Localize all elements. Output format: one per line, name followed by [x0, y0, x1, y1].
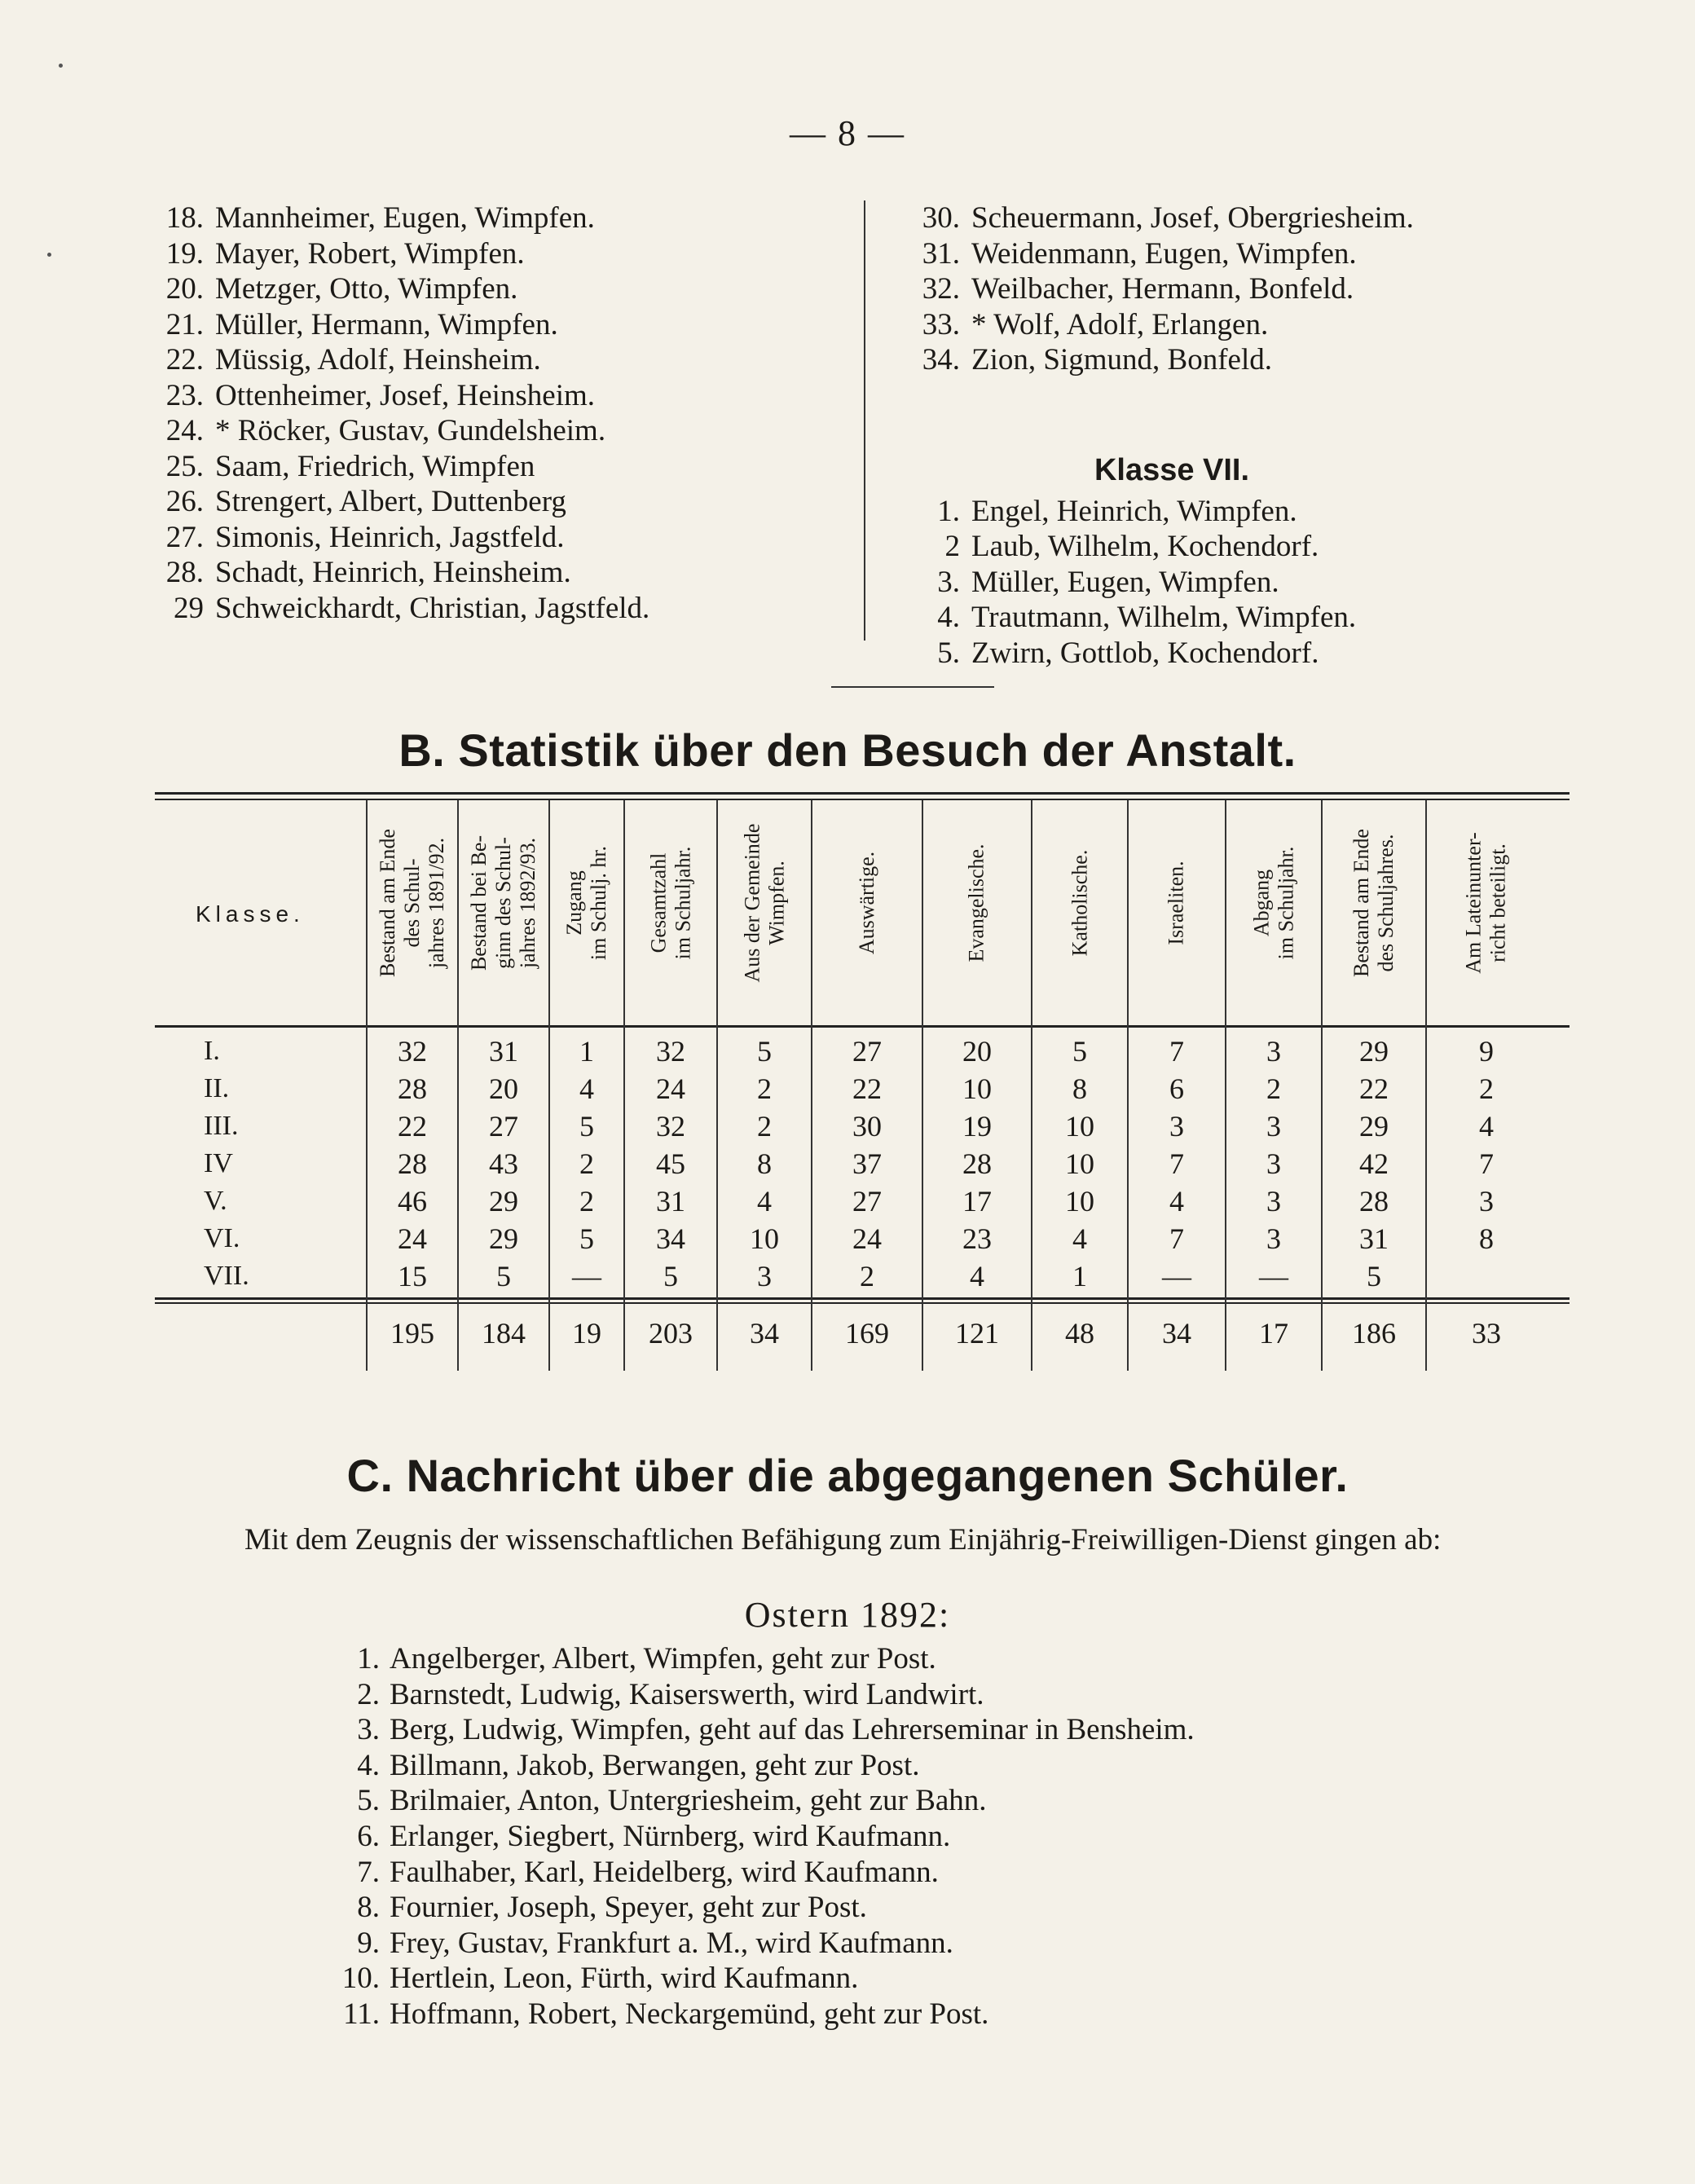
student-list-right [903, 200, 1414, 378]
list-item [310, 1997, 1195, 2032]
item-number: 28. [165, 556, 204, 589]
table-cell: 27 [852, 1185, 882, 1217]
item-number: 3. [357, 1713, 380, 1747]
item-number: 21. [165, 307, 204, 341]
table-cell: 3 [1266, 1147, 1281, 1180]
section-divider [831, 686, 994, 688]
student-list-left [147, 200, 649, 626]
table-cell: 5 [579, 1222, 594, 1255]
column-header-text: Aus der Gemeinde Wimpfen. [740, 823, 788, 983]
table-cell: 9 [1479, 1035, 1494, 1068]
column-header [624, 805, 717, 1001]
table-cell: 7 [1169, 1222, 1184, 1255]
table-cell: 5 [579, 1110, 594, 1143]
total-cell: 169 [845, 1317, 889, 1350]
list-item [310, 1641, 1195, 1677]
row-klasse: VI. [204, 1223, 240, 1253]
table-cell: 22 [1359, 1072, 1389, 1105]
list-item [310, 1783, 1195, 1819]
table-cell: 24 [656, 1072, 685, 1105]
item-number: 9. [357, 1926, 380, 1960]
table-cell: 30 [852, 1110, 882, 1143]
item-text: Ottenheimer, Josef, Heinsheim. [215, 378, 596, 412]
table-cell: 10 [750, 1222, 779, 1255]
item-text: Berg, Ludwig, Wimpfen, geht auf das Lehrerseminar in Bensheim. [390, 1713, 1195, 1747]
table-cell: 8 [1479, 1222, 1494, 1255]
item-text: Schadt, Heinrich, Heinsheim. [215, 556, 571, 589]
table-cell: 3 [1266, 1110, 1281, 1143]
table-cell: 27 [852, 1035, 882, 1068]
leavers-list [310, 1641, 1195, 2032]
column-rule [1225, 800, 1226, 1371]
list-item [903, 271, 1414, 307]
table-cell: 37 [852, 1147, 882, 1180]
total-cell: 186 [1352, 1317, 1396, 1350]
table-cell: 3 [757, 1260, 772, 1292]
column-rule [623, 800, 625, 1371]
item-number: 32. [922, 272, 960, 306]
column-header [1322, 805, 1426, 1001]
item-text: Müssig, Adolf, Heinsheim. [215, 343, 541, 376]
item-text: Simonis, Heinrich, Jagstfeld. [215, 520, 565, 554]
item-text: Erlanger, Siegbert, Nürnberg, wird Kaufmann. [390, 1819, 951, 1853]
item-text: Müller, Hermann, Wimpfen. [215, 307, 558, 341]
column-header-text: Bestand am Ende des Schuljahres. [1349, 829, 1398, 977]
row-klasse: VII. [204, 1261, 249, 1291]
row-klasse: I. [204, 1036, 220, 1066]
list-item [310, 1961, 1195, 1997]
item-text: Metzger, Otto, Wimpfen. [215, 272, 518, 306]
item-number: 30. [922, 201, 960, 235]
table-cell: 3 [1266, 1185, 1281, 1217]
list-item [903, 565, 1457, 601]
item-text: Schweickhardt, Christian, Jagstfeld. [215, 591, 650, 625]
column-header-text: Katholische. [1068, 849, 1091, 957]
item-number: 4. [357, 1748, 380, 1782]
column-header-text: Abgang im Schuljahr. [1249, 846, 1298, 960]
item-number: 19. [165, 236, 204, 271]
item-text: Weidenmann, Eugen, Wimpfen. [971, 236, 1357, 271]
item-number: 2. [357, 1677, 380, 1711]
table-cell: 28 [398, 1072, 427, 1105]
item-number: 31. [922, 236, 960, 271]
list-item [147, 236, 649, 272]
table-cell: 28 [1359, 1185, 1389, 1217]
table-cell: 42 [1359, 1147, 1389, 1180]
total-cell: 34 [750, 1317, 779, 1350]
table-cell: 10 [1065, 1147, 1094, 1180]
list-item [310, 1677, 1195, 1713]
column-header [922, 805, 1032, 1001]
column-header [1032, 805, 1128, 1001]
item-number: 22. [165, 343, 204, 376]
item-number: 33. [922, 307, 960, 341]
table-cell: 4 [579, 1072, 594, 1105]
item-text: Müller, Eugen, Wimpfen. [971, 565, 1279, 599]
item-number: 7. [357, 1855, 380, 1889]
item-text: Frey, Gustav, Frankfurt a. M., wird Kaufmann. [390, 1926, 953, 1960]
table-cell: 4 [757, 1185, 772, 1217]
section-b-heading: B. Statistik über den Besuch der Anstalt. [398, 724, 1297, 776]
section-c-heading: C. Nachricht über die abgegangenen Schüler. [346, 1450, 1349, 1501]
total-cell: 19 [572, 1317, 601, 1350]
klasse-vii-block [903, 453, 1457, 671]
table-cell: 31 [656, 1185, 685, 1217]
item-number: 6. [357, 1819, 380, 1853]
klasse-vii-list [903, 494, 1457, 671]
table-cell: 27 [489, 1110, 518, 1143]
table-cell: 4 [1169, 1185, 1184, 1217]
table-cell: 1 [579, 1035, 594, 1068]
table-cell: 3 [1266, 1222, 1281, 1255]
table-cell: 29 [489, 1185, 518, 1217]
item-text: Mannheimer, Eugen, Wimpfen. [215, 201, 595, 235]
item-text: Strengert, Albert, Duttenberg [215, 485, 566, 518]
column-header-text: Israeliten. [1164, 861, 1188, 945]
table-cell: 28 [398, 1147, 427, 1180]
paper-speck [59, 64, 63, 68]
item-text: * Wolf, Adolf, Erlangen. [971, 307, 1269, 341]
item-text: Scheuermann, Josef, Obergriesheim. [971, 201, 1414, 235]
list-item [903, 529, 1457, 565]
table-cell: 1 [1072, 1260, 1087, 1292]
column-rule [1127, 800, 1129, 1371]
item-text: Brilmaier, Anton, Untergriesheim, geht zur Bahn. [390, 1784, 987, 1818]
item-number: 3. [937, 565, 960, 599]
table-cell: 20 [489, 1072, 518, 1105]
table-cell: — [572, 1260, 601, 1292]
list-item [147, 413, 649, 449]
column-header [1128, 805, 1226, 1001]
ostern-heading: Ostern 1892: [744, 1595, 951, 1635]
table-cell: 7 [1169, 1147, 1184, 1180]
table-cell: 22 [852, 1072, 882, 1105]
table-cell: 15 [398, 1260, 427, 1292]
item-text: Engel, Heinrich, Wimpfen. [971, 494, 1297, 528]
column-header-text: Auswärtige. [854, 851, 878, 955]
table-cell: 29 [1359, 1035, 1389, 1068]
item-number: 24. [165, 414, 204, 447]
row-klasse: III. [204, 1111, 239, 1141]
item-text: Angelberger, Albert, Wimpfen, geht zur Post. [390, 1642, 936, 1675]
table-top-rule [155, 792, 1570, 795]
item-number: 25. [165, 449, 204, 483]
table-cell: 2 [860, 1260, 874, 1292]
item-number: 5. [357, 1784, 380, 1818]
column-header-text: Am Lateinunter- richt beteiligt. [1462, 832, 1510, 974]
table-cell: 32 [656, 1035, 685, 1068]
item-number: 5. [937, 636, 960, 670]
column-rule [1425, 800, 1427, 1371]
table-cell: 31 [489, 1035, 518, 1068]
table-cell: 28 [962, 1147, 992, 1180]
list-item [903, 342, 1414, 378]
list-item [310, 1748, 1195, 1784]
item-number: 8. [357, 1891, 380, 1925]
table-cell: 22 [398, 1110, 427, 1143]
item-number: 10. [341, 1962, 380, 1996]
table-cell: 10 [962, 1072, 992, 1105]
table-cell: 45 [656, 1147, 685, 1180]
item-text: Saam, Friedrich, Wimpfen [215, 449, 535, 483]
table-cell: 5 [1072, 1035, 1087, 1068]
column-header-text: Bestand am Ende des Schul- jahres 1891/92. [376, 829, 449, 977]
column-header [1226, 805, 1322, 1001]
item-text: Weilbacher, Hermann, Bonfeld. [971, 272, 1354, 306]
list-item [310, 1890, 1195, 1926]
table-cell: 43 [489, 1147, 518, 1180]
item-number: 23. [165, 378, 204, 412]
item-text: Mayer, Robert, Wimpfen. [215, 236, 525, 271]
item-text: Faulhaber, Karl, Heidelberg, wird Kaufmann. [390, 1855, 939, 1889]
row-klasse: V. [204, 1186, 227, 1216]
item-text: Hoffmann, Robert, Neckargemünd, geht zur Post. [390, 1997, 989, 2031]
item-number: 1. [357, 1642, 380, 1675]
column-header-text: Bestand bei Be- ginn des Schul- jahres 1892/93. [467, 834, 540, 971]
list-item [310, 1819, 1195, 1855]
table-cell: 31 [1359, 1222, 1389, 1255]
table-cell: 6 [1169, 1072, 1184, 1105]
table-cell: 4 [1479, 1110, 1494, 1143]
column-rule [366, 800, 368, 1371]
list-item [903, 307, 1414, 343]
column-rule [1321, 800, 1323, 1371]
table-cell: 17 [962, 1185, 992, 1217]
list-item [903, 600, 1457, 636]
table-cell: 2 [1479, 1072, 1494, 1105]
page-number: — 8 — [790, 113, 905, 153]
list-item [903, 494, 1457, 530]
column-header [367, 805, 458, 1001]
table-cell: 4 [970, 1260, 984, 1292]
list-item [903, 200, 1414, 236]
column-header [1426, 805, 1547, 1001]
list-item [147, 307, 649, 343]
item-number: 18. [165, 201, 204, 235]
column-rule [548, 800, 550, 1371]
item-number: 11. [343, 1997, 380, 2031]
item-text: Fournier, Joseph, Speyer, geht zur Post. [390, 1891, 867, 1925]
item-text: Barnstedt, Ludwig, Kaiserswerth, wird Landwirt. [390, 1677, 984, 1711]
list-item [310, 1712, 1195, 1748]
list-item [147, 378, 649, 414]
table-cell: 2 [579, 1147, 594, 1180]
item-number: 2 [944, 530, 960, 563]
table-cell: 4 [1072, 1222, 1087, 1255]
table-cell: 2 [579, 1185, 594, 1217]
intro-text: Mit dem Zeugnis der wissenschaftlichen Befähigung zum Einjährig-Freiwilligen-Dienst gingen ab: [244, 1523, 1442, 1557]
list-item [310, 1855, 1195, 1891]
table-cell: 8 [757, 1147, 772, 1180]
list-item [147, 449, 649, 485]
table-cell: 5 [1367, 1260, 1381, 1292]
table-cell: 46 [398, 1185, 427, 1217]
table-cell: 29 [1359, 1110, 1389, 1143]
table-cell: 5 [663, 1260, 678, 1292]
list-item [147, 484, 649, 520]
column-rule [922, 800, 923, 1371]
table-cell: 10 [1065, 1110, 1094, 1143]
table-cell: 3 [1266, 1035, 1281, 1068]
table-cell: 5 [757, 1035, 772, 1068]
column-rule [716, 800, 718, 1371]
list-item [903, 236, 1414, 272]
column-header [812, 805, 922, 1001]
table-cell: 3 [1479, 1185, 1494, 1217]
table-cell: 32 [398, 1035, 427, 1068]
total-cell: 195 [390, 1317, 434, 1350]
table-cell: 8 [1072, 1072, 1087, 1105]
item-text: Zion, Sigmund, Bonfeld. [971, 343, 1272, 376]
column-header [717, 805, 812, 1001]
paper-speck [47, 253, 51, 257]
list-item [310, 1926, 1195, 1962]
column-header [549, 805, 624, 1001]
total-cell: 34 [1162, 1317, 1191, 1350]
table-cell: 2 [757, 1110, 772, 1143]
table-cell: 7 [1479, 1147, 1494, 1180]
item-number: 4. [937, 601, 960, 634]
intro-paragraph [153, 1522, 1587, 1558]
table-cell: 20 [962, 1035, 992, 1068]
table-cell: — [1259, 1260, 1288, 1292]
table-cell: 7 [1169, 1035, 1184, 1068]
item-text: * Röcker, Gustav, Gundelsheim. [215, 414, 606, 447]
item-text: Zwirn, Gottlob, Kochendorf. [971, 636, 1319, 670]
item-text: Billmann, Jakob, Berwangen, geht zur Post. [390, 1748, 920, 1782]
item-text: Laub, Wilhelm, Kochendorf. [971, 530, 1319, 563]
table-cell: 34 [656, 1222, 685, 1255]
row-klasse: II. [204, 1073, 230, 1103]
list-item [147, 591, 649, 627]
list-item [147, 520, 649, 556]
item-number: 34. [922, 343, 960, 376]
column-rule [811, 800, 812, 1371]
total-cell: 203 [649, 1317, 693, 1350]
column-rule [1031, 800, 1032, 1371]
klasse-column-label: Klasse. [196, 901, 305, 927]
total-cell: 121 [955, 1317, 999, 1350]
table-cell: — [1162, 1260, 1191, 1292]
table-cell: 19 [962, 1110, 992, 1143]
table-cell: 32 [656, 1110, 685, 1143]
table-cell: 23 [962, 1222, 992, 1255]
column-rule [457, 800, 459, 1371]
list-item [147, 342, 649, 378]
item-text: Trautmann, Wilhelm, Wimpfen. [971, 601, 1357, 634]
table-cell: 2 [757, 1072, 772, 1105]
total-cell: 48 [1065, 1317, 1094, 1350]
row-klasse: IV [204, 1148, 233, 1178]
total-cell: 17 [1259, 1317, 1288, 1350]
list-item [147, 555, 649, 591]
table-cell: 2 [1266, 1072, 1281, 1105]
column-header-text: Gesamtzahl im Schuljahr. [646, 846, 695, 960]
item-number: 29 [174, 591, 204, 625]
column-header-text: Zugang im Schulj. hr. [562, 845, 610, 961]
table-cell: 10 [1065, 1185, 1094, 1217]
total-cell: 33 [1472, 1317, 1501, 1350]
list-item [903, 636, 1457, 671]
total-cell: 184 [482, 1317, 526, 1350]
table-cell: 5 [496, 1260, 511, 1292]
column-header-text: Evangelische. [965, 843, 989, 962]
item-number: 20. [165, 272, 204, 306]
column-divider [864, 200, 865, 641]
table-cell: 24 [398, 1222, 427, 1255]
table-cell: 24 [852, 1222, 882, 1255]
list-item [147, 200, 649, 236]
column-header [458, 805, 549, 1001]
list-item [147, 271, 649, 307]
table-cell: 29 [489, 1222, 518, 1255]
item-number: 27. [165, 520, 204, 554]
item-text: Hertlein, Leon, Fürth, wird Kaufmann. [390, 1962, 859, 1996]
table-cell: 3 [1169, 1110, 1184, 1143]
item-number: 26. [165, 485, 204, 518]
item-number: 1. [937, 494, 960, 528]
klasse-vii-heading: Klasse VII. [1094, 453, 1250, 487]
